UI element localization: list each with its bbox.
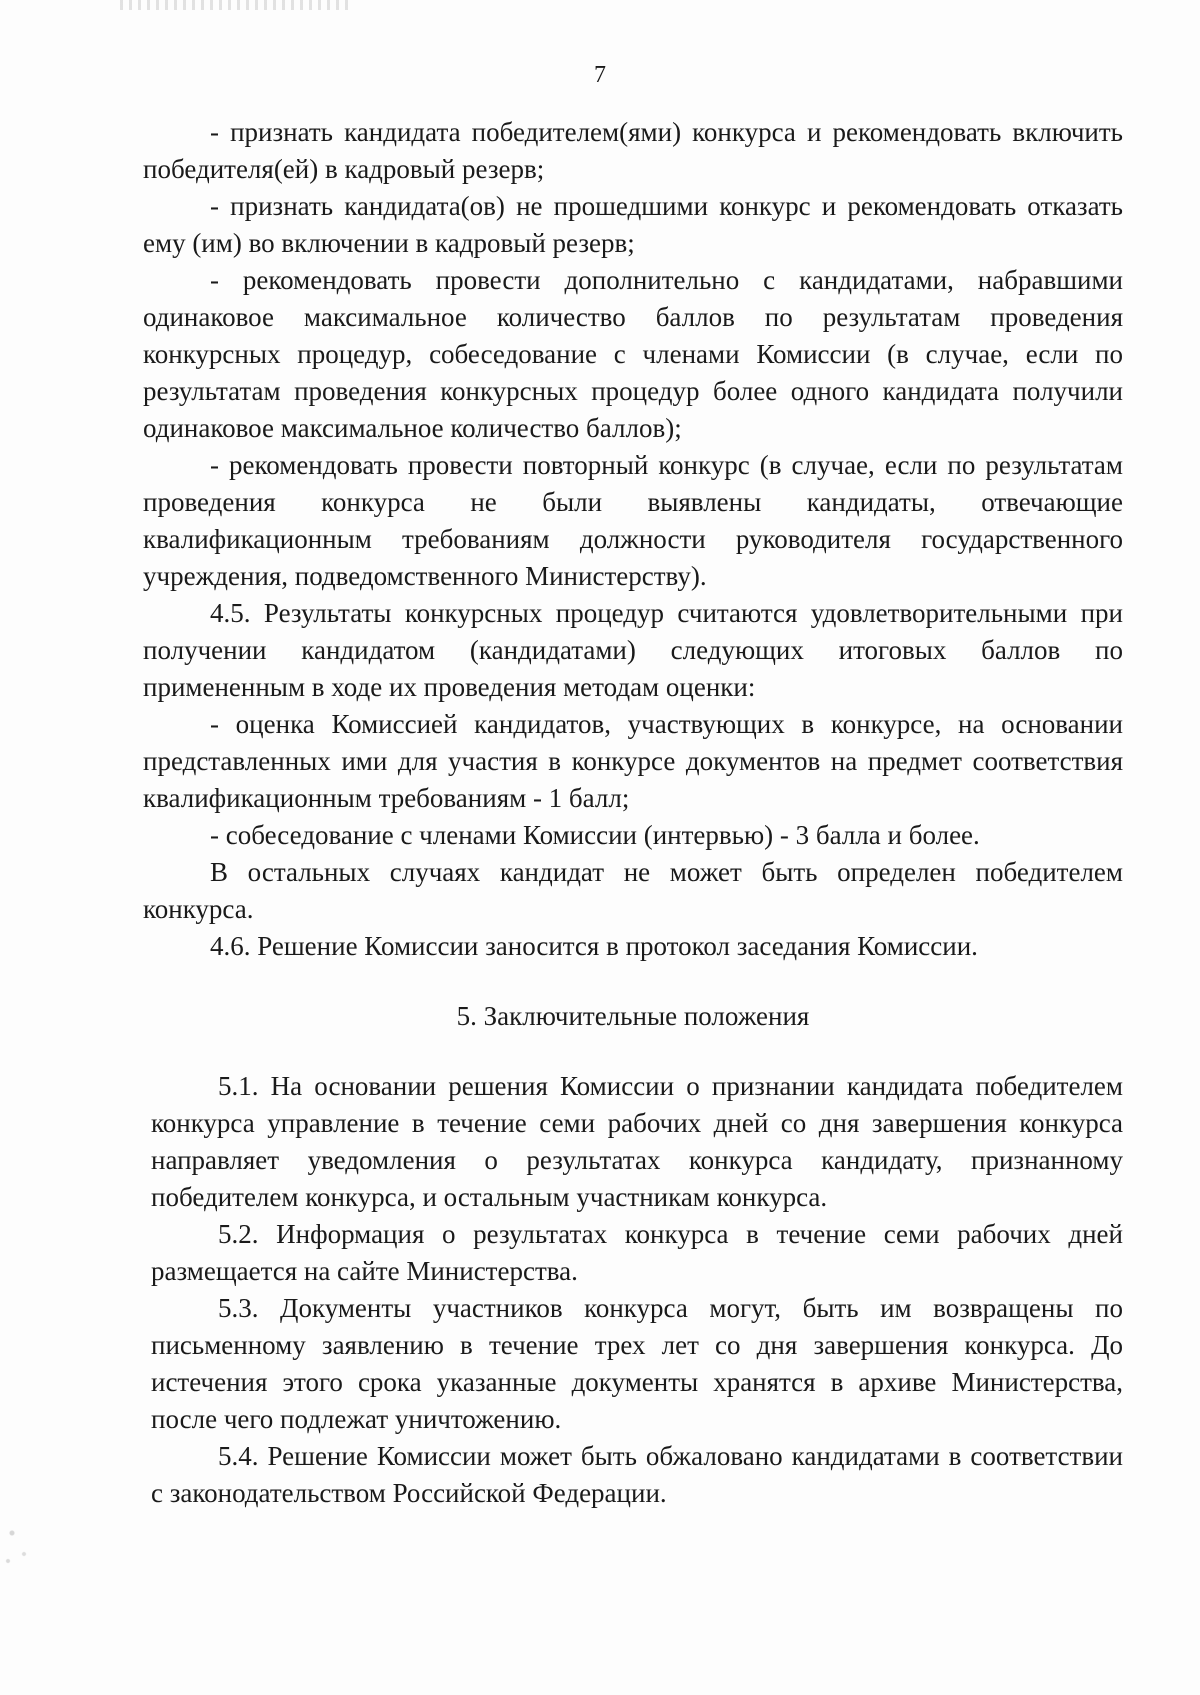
document-body <box>143 114 1123 1512</box>
paragraph-5-1: 5.1. На основании решения Комиссии о признании кандидата победителем конкурса управление в течение семи рабочих дней со дня завершения конкурса направляет уведомления о результатах конкурса кандидату, признанному победителем конкурса, и остальным участникам конкурса. <box>151 1071 1123 1212</box>
list-item: - собеседование с членами Комиссии (интервью) - 3 балла и более. <box>210 820 980 850</box>
list-item: - оценка Комиссией кандидатов, участвующих в конкурсе, на основании представленных ими для участия в конкурсе документов на предмет соответствия квалификационным требованиям - 1 балл; <box>143 709 1123 813</box>
paragraph-5-2: 5.2. Информация о результатах конкурса в течение семи рабочих дней размещается на сайте Министерства. <box>151 1219 1123 1286</box>
list-item: - рекомендовать провести дополнительно с кандидатами, набравшими одинаковое максимальное количество баллов по результатам проведения конкурсных процедур, собеседование с членами Комиссии (в случае, если по результатам проведения конкурсных процедур более одного кандидата получили одинаковое максимальное количество баллов); <box>143 265 1123 443</box>
paragraph-5-4: 5.4. Решение Комиссии может быть обжаловано кандидатами в соответствии с законодательством Российской Федерации. <box>151 1441 1123 1508</box>
list-item: - рекомендовать провести повторный конкурс (в случае, если по результатам проведения конкурса не были выявлены кандидаты, отвечающие квалификационным требованиям должности руководителя государственного учреждения, подведомственного Министерству). <box>143 450 1123 591</box>
paragraph-other-cases: В остальных случаях кандидат не может быть определен победителем конкурса. <box>143 857 1123 924</box>
paragraph-5-3: 5.3. Документы участников конкурса могут, быть им возвращены по письменному заявлению в течение трех лет со дня завершения конкурса. До истечения этого срока указанные документы хранятся в архиве Министерства, после чего подлежат уничтожению. <box>151 1293 1123 1434</box>
list-item: - признать кандидата победителем(ями) конкурса и рекомендовать включить победителя(ей) в кадровый резерв; <box>143 117 1123 184</box>
section-heading: 5. Заключительные положения <box>456 1001 810 1031</box>
paragraph-4-5: 4.5. Результаты конкурсных процедур считаются удовлетворительными при получении кандидатом (кандидатами) следующих итоговых баллов по примененным в ходе их проведения методам оценки: <box>143 598 1123 702</box>
section-5-body <box>143 1068 1123 1512</box>
paragraph-4-6: 4.6. Решение Комиссии заносится в протокол заседания Комиссии. <box>210 931 978 961</box>
page-number: 7 <box>594 62 606 88</box>
scan-artifact-top <box>120 0 350 10</box>
list-item: - признать кандидата(ов) не прошедшими конкурс и рекомендовать отказать ему (им) во включении в кадровый резерв; <box>143 191 1123 258</box>
spacer <box>143 1035 1123 1068</box>
spacer <box>143 965 1123 998</box>
scan-artifact-left <box>0 1505 40 1575</box>
